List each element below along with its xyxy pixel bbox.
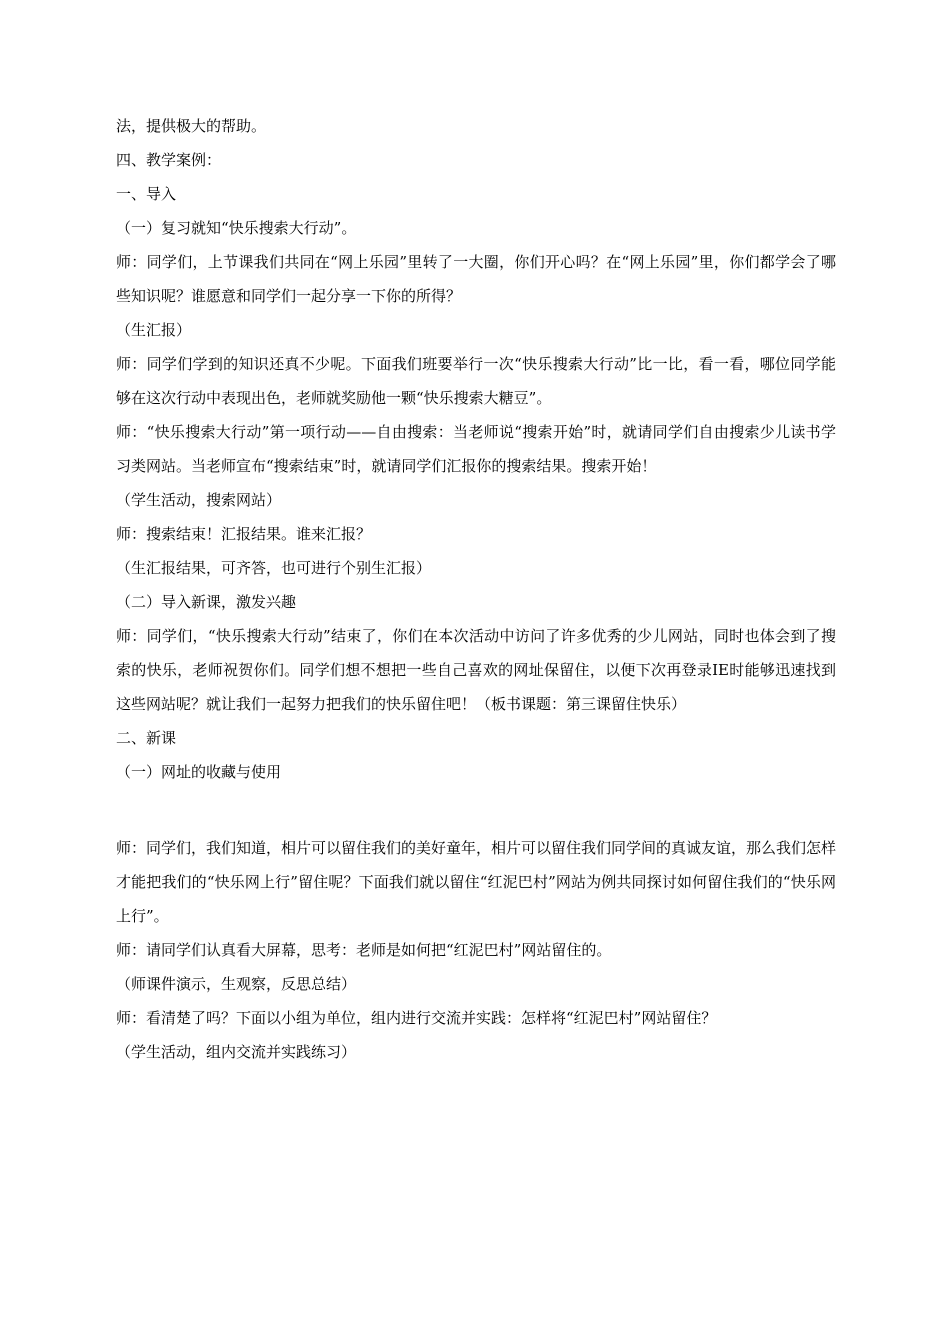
paragraph-teacher-3: 师：“快乐搜索大行动”第一项行动——自由搜索：当老师说“搜索开始”时，就请同学们自由搜索少儿读书学习类网站。当老师宣布“搜索结束”时，就请同学们汇报你的搜索结果。搜索开始！ (116, 423, 836, 475)
document-body (116, 116, 836, 1076)
paragraph-teacher-8: 师：看清楚了吗？下面以小组为单位，组内进行交流并实践：怎样将“红泥巴村”网站留住？ (116, 1009, 717, 1027)
paragraph-student-result: （生汇报结果，可齐答，也可进行个别生汇报） (116, 559, 432, 577)
subheading-new-lesson-intro: （二）导入新课，激发兴趣 (116, 593, 297, 611)
subheading-review: （一）复习就知“快乐搜索大行动”。 (116, 219, 357, 237)
paragraph-demo: （师课件演示，生观察，反思总结） (116, 975, 357, 993)
section-heading-new-lesson: 二、新课 (116, 729, 177, 747)
paragraph-teacher-5: 师：同学们，“快乐搜索大行动”结束了，你们在本次活动中访问了许多优秀的少儿网站，同时也体会到了搜索的快乐，老师祝贺你们。同学们想不想把一些自己喜欢的网址保留住，以便下次再登录IE时能够迅速找到这些网站呢？就让我们一起努力把我们的快乐留住吧！（板书课题：第三课留住快乐） (116, 627, 836, 713)
paragraph-teacher-2: 师：同学们学到的知识还真不少呢。下面我们班要举行一次“快乐搜索大行动”比一比，看一看，哪位同学能够在这次行动中表现出色，老师就奖励他一颗“快乐搜索大糖豆”。 (116, 355, 836, 407)
paragraph-group-practice: （学生活动，组内交流并实践练习） (116, 1043, 357, 1061)
paragraph-1: 法，提供极大的帮助。 (116, 117, 267, 135)
paragraph-teacher-1: 师：同学们，上节课我们共同在“网上乐园”里转了一大圈，你们开心吗？在“网上乐园”里，你们都学会了哪些知识呢？谁愿意和同学们一起分享一下你的所得？ (116, 253, 836, 305)
section-heading-introduction: 一、导入 (116, 185, 177, 203)
paragraph-teacher-6: 师：同学们，我们知道，相片可以留住我们的美好童年，相片可以留住我们同学间的真诚友谊，那么我们怎样才能把我们的“快乐网上行”留住呢？下面我们就以留住“红泥巴村”网站为例共同探讨如何留住我们的“快乐网上行”。 (116, 839, 837, 925)
paragraph-student-report: （生汇报） (116, 321, 192, 339)
subheading-bookmarks: （一）网址的收藏与使用 (116, 763, 282, 781)
paragraph-teacher-4: 师：搜索结束！汇报结果。谁来汇报？ (116, 525, 372, 543)
paragraph-student-activity: （学生活动，搜索网站） (116, 491, 282, 509)
paragraph-teacher-7: 师：请同学们认真看大屏幕，思考：老师是如何把“红泥巴村”网站留住的。 (116, 941, 612, 959)
section-heading-teaching-case: 四、教学案例： (116, 151, 222, 169)
